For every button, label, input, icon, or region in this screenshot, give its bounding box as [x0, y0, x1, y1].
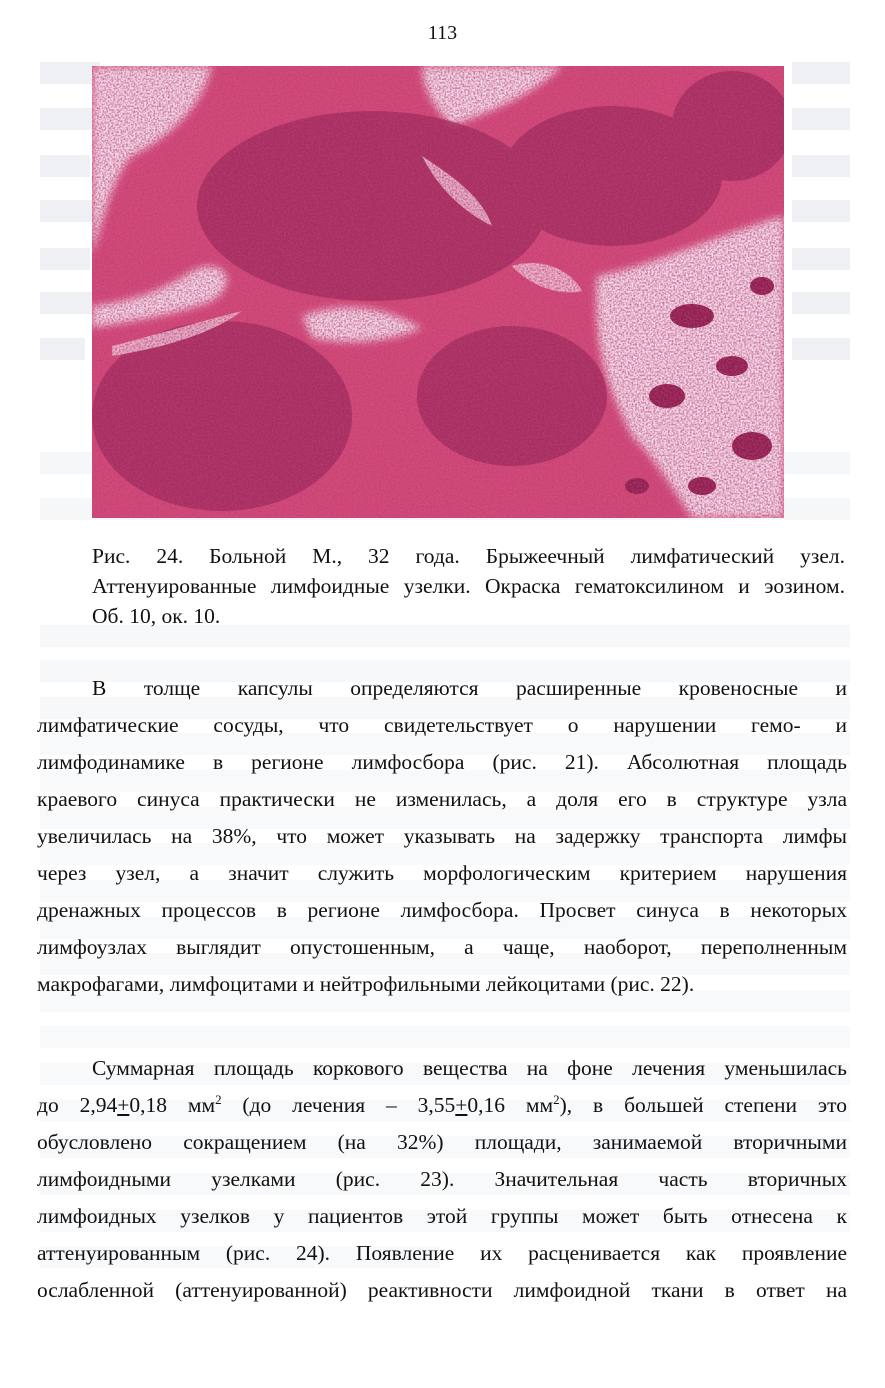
text-line: лимфоидными узелками (рис. 23). Значительная часть вторичных [37, 1167, 847, 1191]
bleed-bar [792, 338, 850, 360]
caption-line: Аттенуированные лимфоидные узелки. Окраска гематоксилином и эозином. [92, 574, 845, 598]
bleed-bar [40, 155, 90, 177]
formula-part: 0,16 мм [467, 1093, 554, 1117]
text-line-with-formula [37, 1087, 847, 1124]
text-line: лимфоузлах выглядит опустошенным, а чаще, наоборот, переполненным [37, 935, 847, 959]
bleed-bar [792, 200, 850, 222]
plus-minus-sign: + [117, 1093, 130, 1117]
text-line: Суммарная площадь коркового вещества на фоне лечения уменьшилась [92, 1056, 847, 1080]
caption-line: Рис. 24. Больной М., 32 года. Брыжеечный лимфатический узел. [92, 544, 845, 568]
text-line: через узел, а значит служить морфологическим критерием нарушения [37, 861, 847, 885]
bleed-bar [40, 62, 100, 84]
text-line: В толще капсулы определяются расширенные кровеносные и [92, 676, 847, 700]
text-line: краевого синуса практически не изменилась, а доля его в структуре узла [37, 787, 847, 811]
text-line: увеличилась на 38%, что может указывать на задержку транспорта лимфы [37, 824, 847, 848]
formula-part: (до лечения – 3,55 [221, 1093, 456, 1117]
bleed-bar [40, 292, 94, 314]
plus-minus-sign: + [455, 1093, 468, 1117]
text-line: макрофагами, лимфоцитами и нейтрофильными лейкоцитами (рис. 22). [37, 972, 695, 996]
text-line: аттенуированным (рис. 24). Появление их расценивается как проявление [37, 1241, 847, 1265]
page-number: 113 [427, 22, 458, 44]
bleed-bar [792, 248, 850, 270]
superscript: 2 [553, 1091, 560, 1107]
bleed-bar [40, 248, 90, 270]
histology-micrograph [92, 66, 784, 518]
formula-part: 0,18 мм [129, 1093, 216, 1117]
text-line: обусловлено сокращением (на 32%) площади, занимаемой вторичными [37, 1130, 847, 1154]
text-line: лимфатические сосуды, что свидетельствует о нарушении гемо- и [37, 713, 847, 737]
bleed-bar [40, 108, 95, 130]
bleed-bar [792, 155, 850, 177]
paragraph-1 [37, 670, 847, 1003]
paragraph-2 [37, 1050, 847, 1309]
superscript: 2 [215, 1091, 222, 1107]
bleed-bar [40, 1026, 850, 1048]
formula-part: ), в большей степени это [559, 1093, 847, 1117]
bleed-bar [792, 292, 850, 314]
bleed-bar [40, 200, 92, 222]
caption-line: Об. 10, ок. 10. [92, 604, 221, 628]
text-line: лимфоидных узелков у пациентов этой группы может быть отнесена к [37, 1204, 847, 1228]
text-line: лимфодинамике в регионе лимфосбора (рис. 21). Абсолютная площадь [37, 750, 847, 774]
figure-caption [92, 541, 845, 631]
formula-part: до 2,94 [37, 1093, 118, 1117]
text-line: ослабленной (аттенуированной) реактивности лимфоидной ткани в ответ на [37, 1278, 847, 1302]
micrograph-svg [92, 66, 784, 518]
bleed-bar [792, 62, 850, 84]
bleed-bar [792, 108, 850, 130]
text-line: дренажных процессов в регионе лимфосбора. Просвет синуса в некоторых [37, 898, 847, 922]
bleed-bar [40, 338, 85, 360]
